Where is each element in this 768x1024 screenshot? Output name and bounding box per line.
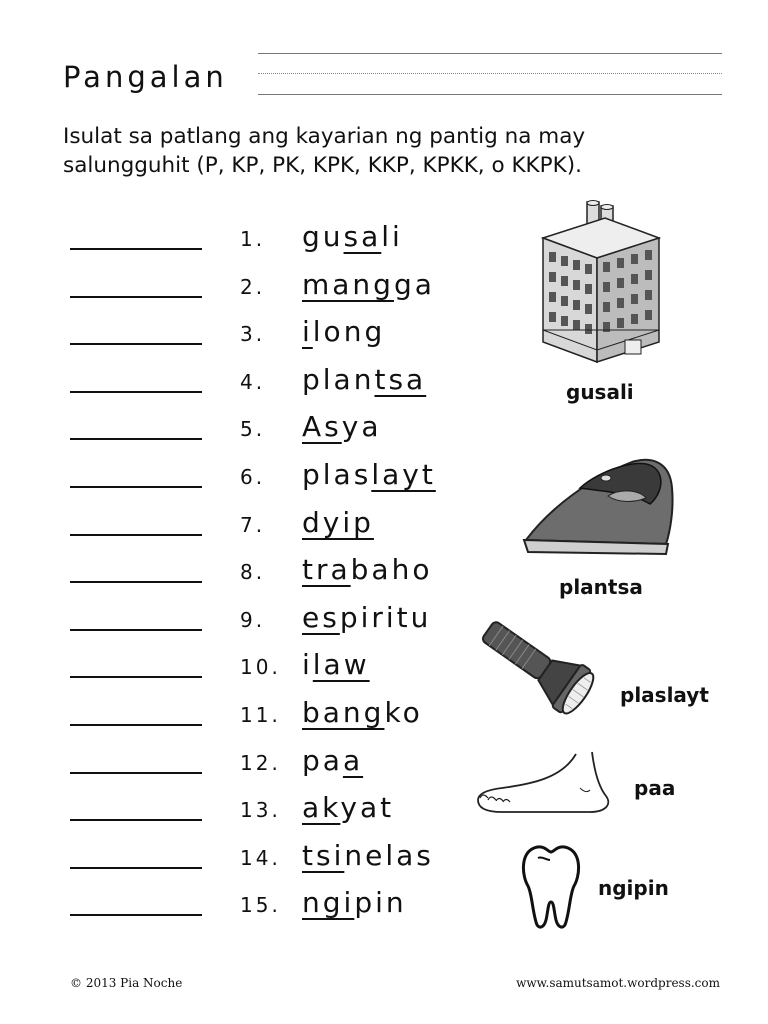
exercise-row [0, 648, 520, 696]
syllable-text: ya [341, 410, 382, 444]
answer-blank[interactable] [70, 438, 202, 440]
underlined-syllable: dyip [302, 505, 374, 539]
underlined-syllable: i [302, 315, 313, 349]
item-word [302, 839, 434, 872]
item-number: 12. [240, 750, 281, 775]
underlined-syllable: es [302, 600, 340, 634]
exercise-row [0, 220, 520, 268]
syllable-text: pin [354, 886, 407, 920]
item-word [302, 410, 381, 443]
syllable-text: plas [302, 458, 372, 491]
label-ngipin: ngipin [598, 876, 669, 900]
item-number: 9. [240, 607, 266, 632]
item-word [302, 696, 423, 729]
item-word [302, 744, 363, 777]
footer-website[interactable]: www.samutsamot.wordpress.com [516, 976, 720, 990]
underlined-syllable: law [312, 648, 370, 682]
syllable-text: baho [350, 553, 433, 587]
label-gusali: gusali [566, 380, 634, 404]
item-word [302, 315, 385, 348]
item-number: 3. [240, 322, 266, 347]
answer-blank[interactable] [70, 772, 202, 774]
underlined-syllable: bang [302, 696, 385, 729]
syllable-text: ko [384, 696, 423, 729]
name-writing-lines[interactable] [258, 53, 722, 95]
item-number: 5. [240, 417, 266, 442]
underlined-syllable: tsi [302, 838, 345, 872]
answer-blank[interactable] [70, 867, 202, 869]
item-word [302, 601, 431, 634]
syllable-text: gu [302, 220, 344, 253]
label-paa: paa [634, 776, 676, 800]
name-top-line [258, 53, 722, 54]
exercise-row [0, 744, 520, 792]
item-number: 11. [240, 703, 281, 727]
item-number: 15. [240, 893, 281, 918]
answer-blank[interactable] [70, 629, 202, 631]
answer-blank[interactable] [70, 343, 202, 345]
iron-icon [520, 448, 680, 563]
exercise-row [0, 696, 520, 744]
item-word [302, 458, 436, 491]
answer-blank[interactable] [70, 581, 202, 583]
underlined-syllable: sa [343, 220, 382, 253]
answer-blank[interactable] [70, 296, 202, 298]
exercise-row [0, 839, 520, 887]
building-icon [535, 200, 665, 370]
syllable-text: piritu [339, 600, 432, 634]
flashlight-icon [472, 612, 612, 724]
exercise-row [0, 268, 520, 316]
footer-copyright: © 2013 Pia Noche [70, 976, 183, 990]
item-number: 13. [240, 798, 281, 823]
item-word [302, 553, 432, 586]
name-label: Pangalan [63, 60, 228, 94]
item-word [302, 791, 394, 824]
syllable-text: li [381, 220, 403, 253]
exercise-row [0, 458, 520, 506]
underlined-syllable: a [342, 743, 364, 777]
answer-blank[interactable] [70, 391, 202, 393]
syllable-text: ga [393, 267, 435, 301]
exercise-row [0, 553, 520, 601]
item-word [302, 220, 403, 253]
underlined-syllable: As [302, 410, 342, 444]
exercise-row [0, 506, 520, 554]
item-number: 7. [240, 512, 266, 537]
exercise-row [0, 791, 520, 839]
name-base-line [258, 94, 722, 95]
item-word [302, 363, 426, 396]
underlined-syllable: layt [371, 458, 436, 491]
item-word [302, 506, 374, 539]
answer-blank[interactable] [70, 486, 202, 488]
syllable-text: nelas [344, 838, 434, 872]
item-number: 4. [240, 369, 266, 394]
syllable-text: plan [302, 362, 375, 396]
syllable-text: i [302, 648, 313, 682]
item-word [302, 648, 370, 681]
exercise-row [0, 410, 520, 458]
answer-blank[interactable] [70, 819, 202, 821]
tooth-icon [516, 842, 586, 932]
item-number: 10. [240, 655, 281, 680]
item-number: 8. [240, 560, 266, 585]
exercise-row [0, 886, 520, 934]
answer-blank[interactable] [70, 534, 202, 536]
item-word [302, 268, 435, 301]
label-plantsa: plantsa [559, 575, 643, 599]
syllable-text: pa [302, 743, 343, 777]
underlined-syllable: tsa [374, 362, 427, 396]
answer-blank[interactable] [70, 676, 202, 678]
underlined-syllable: tra [302, 553, 351, 587]
label-plaslayt: plaslayt [620, 683, 709, 707]
item-number: 2. [240, 274, 266, 299]
underlined-syllable: ngi [302, 886, 355, 920]
foot-icon [472, 748, 617, 818]
item-number: 6. [240, 465, 266, 489]
underlined-syllable: mang [302, 267, 394, 301]
exercise-row [0, 601, 520, 649]
instructions: Isulat sa patlang ang kayarian ng pantig na may salungguhit (P, KP, PK, KPK, KKP, KPKK, o KKPK). [63, 124, 586, 178]
exercise-row [0, 315, 520, 363]
syllable-text: yat [340, 791, 395, 825]
item-word [302, 886, 407, 919]
answer-blank[interactable] [70, 724, 202, 726]
item-number: 1. [240, 227, 266, 251]
name-dotted-midline [258, 73, 722, 74]
answer-blank[interactable] [70, 914, 202, 916]
underlined-syllable: ak [302, 791, 341, 825]
item-number: 14. [240, 845, 281, 870]
syllable-text: long [312, 315, 386, 349]
exercise-row [0, 363, 520, 411]
answer-blank[interactable] [70, 248, 202, 250]
